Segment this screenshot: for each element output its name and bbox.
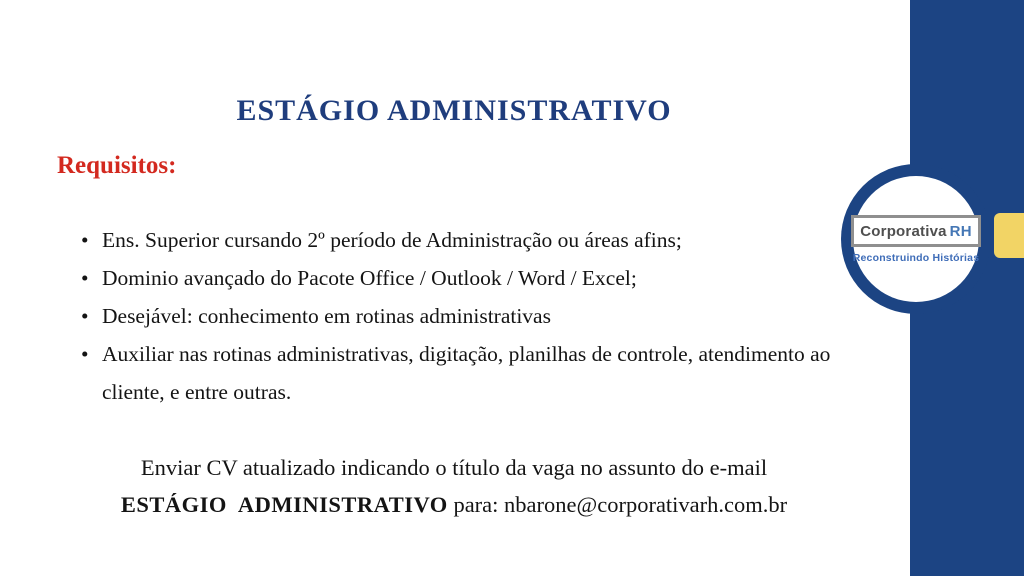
cta-connector: para: xyxy=(447,492,505,517)
cta-job-title: ESTÁGIO ADMINISTRATIVO xyxy=(120,492,448,517)
logo-brand-accent: RH xyxy=(949,222,972,240)
yellow-accent-tab xyxy=(994,213,1024,258)
cta-line1: Enviar CV atualizado indicando o título da vaga no assunto do e-mail xyxy=(140,455,768,480)
logo-brand-primary: Corporativa xyxy=(860,222,947,240)
list-item: • Auxiliar nas rotinas administrativas, digitação, planilhas de controle, atendimento ao cliente, e entre outras. xyxy=(81,335,863,411)
logo-tagline: Reconstruindo Histórias xyxy=(852,252,980,264)
list-item: • Desejável: conhecimento em rotinas administrativas xyxy=(81,297,863,335)
cta-line2 xyxy=(0,486,908,523)
requirements-heading: Requisitos: xyxy=(57,152,177,179)
list-item: • Dominio avançado do Pacote Office / Outlook / Word / Excel; xyxy=(81,259,863,297)
logo-wordmark xyxy=(851,215,981,247)
cta-block xyxy=(0,449,908,523)
cta-email: nbarone@corporativarh.com.br xyxy=(504,492,788,517)
page-title: ESTÁGIO ADMINISTRATIVO xyxy=(236,94,672,127)
company-logo xyxy=(841,164,991,314)
list-item: • Ens. Superior cursando 2º período de Administração ou áreas afins; xyxy=(81,221,863,259)
requirements-list xyxy=(81,221,863,411)
